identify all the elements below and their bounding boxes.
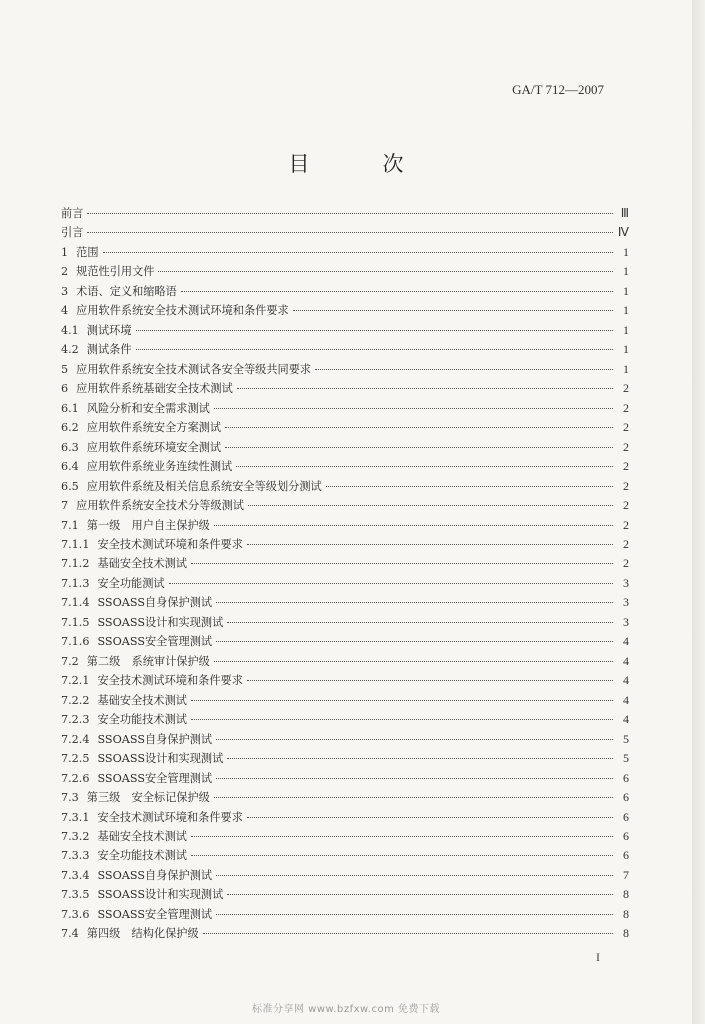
toc-entry[interactable] (61, 653, 629, 672)
toc-entry-title: 基础安全技术测试 (97, 830, 187, 843)
toc-entry[interactable] (61, 224, 629, 243)
toc-entry-number: 4.2 (61, 343, 79, 357)
page-number: I (596, 950, 600, 964)
toc-dot-leader (214, 525, 613, 526)
toc-entry-page: 8 (623, 906, 629, 921)
toc-dot-leader (203, 933, 613, 934)
toc-entry-title: 应用软件系统基础安全技术测试 (76, 382, 233, 396)
toc-dot-leader (216, 739, 613, 740)
toc-entry-title: 应用软件系统环境安全测试 (86, 440, 222, 454)
toc-dot-leader (227, 758, 613, 759)
toc-entry-title: 第四级 结构化保护级 (86, 927, 199, 941)
toc-entry[interactable] (61, 205, 629, 224)
toc-dot-leader (216, 778, 613, 779)
toc-entry[interactable] (61, 517, 629, 536)
toc-entry[interactable] (61, 692, 629, 711)
toc-dot-leader (315, 369, 613, 370)
toc-dot-leader (247, 544, 613, 545)
toc-entry[interactable] (61, 809, 629, 828)
toc-entry[interactable] (61, 672, 629, 691)
toc-entry[interactable] (61, 886, 629, 905)
toc-entry-title: 前言 (61, 207, 84, 220)
toc-entry-page: 2 (623, 459, 629, 474)
toc-entry-page: 3 (623, 575, 629, 590)
toc-entry[interactable] (61, 497, 629, 516)
toc-entry-title: SSOASS自身保护测试 (97, 596, 213, 610)
toc-entry-number: 7.3.4 (61, 868, 90, 882)
toc-dot-leader (236, 466, 613, 467)
toc-dot-leader (216, 875, 613, 876)
toc-entry-number: 7.2.1 (61, 674, 90, 688)
toc-dot-leader (181, 291, 613, 292)
toc-entry-number: 7.2.3 (61, 713, 90, 727)
toc-entry-page: 6 (623, 829, 629, 843)
toc-entry-number: 7.1.3 (61, 576, 90, 590)
toc-entry-page: 2 (623, 439, 629, 454)
toc-entry[interactable] (61, 283, 629, 302)
toc-entry-title: SSOASS自身保护测试 (97, 868, 213, 882)
table-of-contents (61, 205, 629, 945)
toc-entry-page: 2 (623, 536, 629, 551)
toc-entry-page: 8 (623, 887, 629, 902)
toc-entry[interactable] (61, 828, 629, 847)
toc-entry-number: 7.3.2 (61, 830, 90, 843)
toc-entry-number: 7 (61, 499, 69, 513)
toc-dot-leader (227, 894, 613, 895)
toc-entry[interactable] (61, 439, 629, 458)
toc-entry-number: 6.1 (61, 401, 79, 415)
toc-dot-leader (191, 836, 613, 837)
toc-entry-page: 6 (623, 770, 629, 785)
toc-dot-leader (225, 427, 613, 428)
toc-entry-title: 测试条件 (86, 343, 132, 357)
toc-entry-number: 7.3 (61, 791, 79, 805)
toc-entry-page: 1 (623, 361, 629, 376)
toc-entry-title: SSOASS设计和实现测试 (97, 615, 224, 629)
toc-entry[interactable] (61, 478, 629, 497)
toc-dot-leader (216, 602, 613, 603)
toc-entry[interactable] (61, 711, 629, 730)
toc-entry[interactable] (61, 380, 629, 399)
toc-entry-number: 2 (61, 265, 69, 279)
toc-dot-leader (237, 388, 613, 389)
toc-entry-page: 4 (623, 712, 629, 727)
toc-entry-number: 7.3.6 (61, 907, 90, 921)
toc-entry-title: 安全技术测试环境和条件要求 (97, 810, 243, 824)
toc-dot-leader (214, 661, 613, 662)
toc-entry-title: 风险分析和安全需求测试 (86, 401, 210, 415)
toc-entry-page: 2 (623, 381, 629, 396)
toc-entry[interactable] (61, 633, 629, 652)
toc-dot-leader (103, 252, 613, 253)
toc-entry-number: 7.1.2 (61, 557, 90, 571)
toc-dot-leader (248, 505, 613, 506)
toc-entry-page: 5 (623, 751, 629, 766)
toc-entry-number: 7.1.1 (61, 537, 90, 551)
toc-entry-page: 4 (623, 692, 629, 707)
toc-entry[interactable] (61, 341, 629, 360)
toc-entry-number: 7.3.3 (61, 849, 90, 863)
toc-entry[interactable] (61, 594, 629, 613)
toc-entry-number: 3 (61, 284, 69, 298)
toc-entry-title: 应用软件系统安全技术测试环境和条件要求 (76, 304, 289, 318)
toc-entry[interactable] (61, 925, 629, 944)
toc-entry[interactable] (61, 419, 629, 438)
toc-entry[interactable] (61, 263, 629, 282)
toc-entry-title: 安全技术测试环境和条件要求 (97, 537, 243, 551)
toc-entry[interactable] (61, 458, 629, 477)
toc-entry-title: 基础安全技术测试 (97, 557, 187, 571)
toc-entry-number: 6 (61, 382, 69, 396)
toc-entry[interactable] (61, 867, 629, 886)
toc-entry-page: 2 (623, 556, 629, 571)
toc-entry-title: 引言 (61, 226, 84, 240)
toc-entry-page: 1 (623, 342, 629, 357)
toc-dot-leader (247, 817, 613, 818)
toc-entry[interactable] (61, 302, 629, 321)
toc-entry-title: SSOASS设计和实现测试 (97, 888, 224, 902)
toc-entry[interactable] (61, 322, 629, 341)
toc-entry[interactable] (61, 731, 629, 750)
page-title: 目 次 (288, 152, 430, 176)
toc-entry-title: 应用软件系统及相关信息系统安全等级划分测试 (86, 479, 322, 493)
toc-entry-page: Ⅲ (620, 206, 629, 220)
toc-dot-leader (87, 232, 613, 233)
toc-entry-title: 安全功能技术测试 (97, 713, 187, 727)
toc-entry-number: 7.3.1 (61, 810, 90, 824)
toc-entry-page: 2 (623, 517, 629, 532)
toc-entry-title: 第一级 用户自主保护级 (86, 518, 210, 532)
toc-entry-page: 5 (623, 731, 629, 746)
toc-entry[interactable] (61, 555, 629, 574)
toc-entry[interactable] (61, 750, 629, 769)
toc-entry-number: 7.1 (61, 518, 79, 532)
toc-dot-leader (191, 563, 613, 564)
toc-entry-title: SSOASS安全管理测试 (97, 771, 213, 785)
toc-entry-number: 6.4 (61, 460, 79, 474)
toc-entry-page: 2 (623, 420, 629, 435)
toc-entry-number: 7.1.5 (61, 615, 90, 629)
toc-entry-number: 7.2.6 (61, 771, 90, 785)
toc-entry-page: 2 (623, 400, 629, 415)
toc-entry-page: 4 (623, 653, 629, 668)
toc-entry[interactable] (61, 536, 629, 555)
toc-dot-leader (136, 330, 613, 331)
toc-entry-number: 1 (61, 245, 69, 259)
toc-entry[interactable] (61, 614, 629, 633)
toc-dot-leader (227, 622, 613, 623)
toc-entry-number: 6.3 (61, 440, 79, 454)
toc-entry-number: 7.2.2 (61, 693, 90, 707)
toc-entry-number: 7.2.4 (61, 732, 90, 746)
toc-entry-title: 第二级 系统审计保护级 (86, 654, 210, 668)
toc-entry-title: SSOASS自身保护测试 (97, 732, 213, 746)
toc-entry-title: SSOASS安全管理测试 (97, 907, 213, 921)
toc-dot-leader (214, 797, 613, 798)
toc-entry-page: 3 (623, 614, 629, 629)
toc-entry-number: 4 (61, 304, 69, 318)
toc-entry-title: 安全功能测试 (97, 576, 165, 590)
toc-entry-title: 术语、定义和缩略语 (76, 284, 177, 298)
toc-entry-page: 6 (623, 809, 629, 824)
toc-dot-leader (326, 486, 613, 487)
toc-entry-page: 1 (623, 264, 629, 279)
toc-entry-number: 7.4 (61, 927, 79, 941)
toc-dot-leader (216, 641, 613, 642)
toc-dot-leader (158, 271, 613, 272)
toc-entry-page: 3 (623, 595, 629, 610)
toc-entry-number: 7.3.5 (61, 888, 90, 902)
toc-entry-page: 6 (623, 790, 629, 805)
watermark-text: 标准分享网 www.bzfxw.com 免费下载 (252, 1004, 440, 1015)
toc-entry-number: 7.2 (61, 654, 79, 668)
toc-entry[interactable] (61, 847, 629, 866)
toc-entry-number: 7.1.4 (61, 596, 90, 610)
toc-entry-title: SSOASS设计和实现测试 (97, 752, 224, 766)
toc-dot-leader (225, 447, 613, 448)
toc-entry[interactable] (61, 770, 629, 789)
toc-entry-page: 7 (623, 867, 629, 882)
toc-entry-title: 范围 (76, 245, 99, 259)
toc-entry-page: 4 (623, 634, 629, 649)
toc-entry-page: 2 (623, 498, 629, 513)
toc-entry-page: 8 (623, 926, 629, 941)
toc-entry-title: 第三级 安全标记保护级 (86, 791, 210, 805)
toc-entry-title: 应用软件系统业务连续性测试 (86, 460, 233, 474)
toc-entry-number: 7.1.6 (61, 635, 90, 649)
toc-entry-page: 1 (623, 322, 629, 337)
toc-dot-leader (136, 349, 613, 350)
toc-dot-leader (191, 855, 613, 856)
document-code: GA/T 712—2007 (512, 82, 604, 97)
toc-entry-title: SSOASS安全管理测试 (97, 635, 213, 649)
page-edge-shadow (692, 0, 705, 1024)
toc-entry-title: 测试环境 (86, 323, 132, 337)
toc-entry-number: 5 (61, 362, 69, 376)
toc-entry-page: 1 (623, 244, 629, 259)
toc-dot-leader (191, 719, 613, 720)
toc-dot-leader (191, 700, 613, 701)
toc-entry-page: 1 (623, 303, 629, 318)
toc-entry-title: 应用软件系统安全技术测试各安全等级共同要求 (76, 362, 312, 376)
toc-entry-page: 6 (623, 848, 629, 863)
toc-dot-leader (247, 680, 613, 681)
toc-entry[interactable] (61, 575, 629, 594)
toc-entry-title: 安全功能技术测试 (97, 849, 187, 863)
toc-entry-page: 1 (623, 283, 629, 298)
toc-entry-page: 4 (623, 673, 629, 688)
toc-entry-number: 6.2 (61, 421, 79, 435)
toc-entry-number: 7.2.5 (61, 752, 90, 766)
toc-entry-title: 应用软件系统安全技术分等级测试 (76, 499, 244, 513)
toc-entry-page: 2 (623, 478, 629, 493)
toc-entry-number: 6.5 (61, 479, 79, 493)
toc-entry[interactable] (61, 906, 629, 925)
toc-entry[interactable] (61, 361, 629, 380)
toc-entry-title: 应用软件系统安全方案测试 (86, 421, 222, 435)
toc-dot-leader (214, 408, 613, 409)
toc-dot-leader (293, 310, 613, 311)
toc-entry-number: 4.1 (61, 323, 79, 337)
toc-dot-leader (87, 213, 613, 214)
toc-entry-title: 安全技术测试环境和条件要求 (97, 674, 243, 688)
toc-entry-title: 基础安全技术测试 (97, 693, 187, 707)
toc-dot-leader (169, 583, 613, 584)
toc-entry-title: 规范性引用文件 (76, 265, 155, 279)
toc-entry[interactable] (61, 244, 629, 263)
toc-entry[interactable] (61, 400, 629, 419)
toc-entry[interactable] (61, 789, 629, 808)
toc-entry-page: Ⅳ (617, 225, 629, 240)
toc-dot-leader (216, 914, 613, 915)
